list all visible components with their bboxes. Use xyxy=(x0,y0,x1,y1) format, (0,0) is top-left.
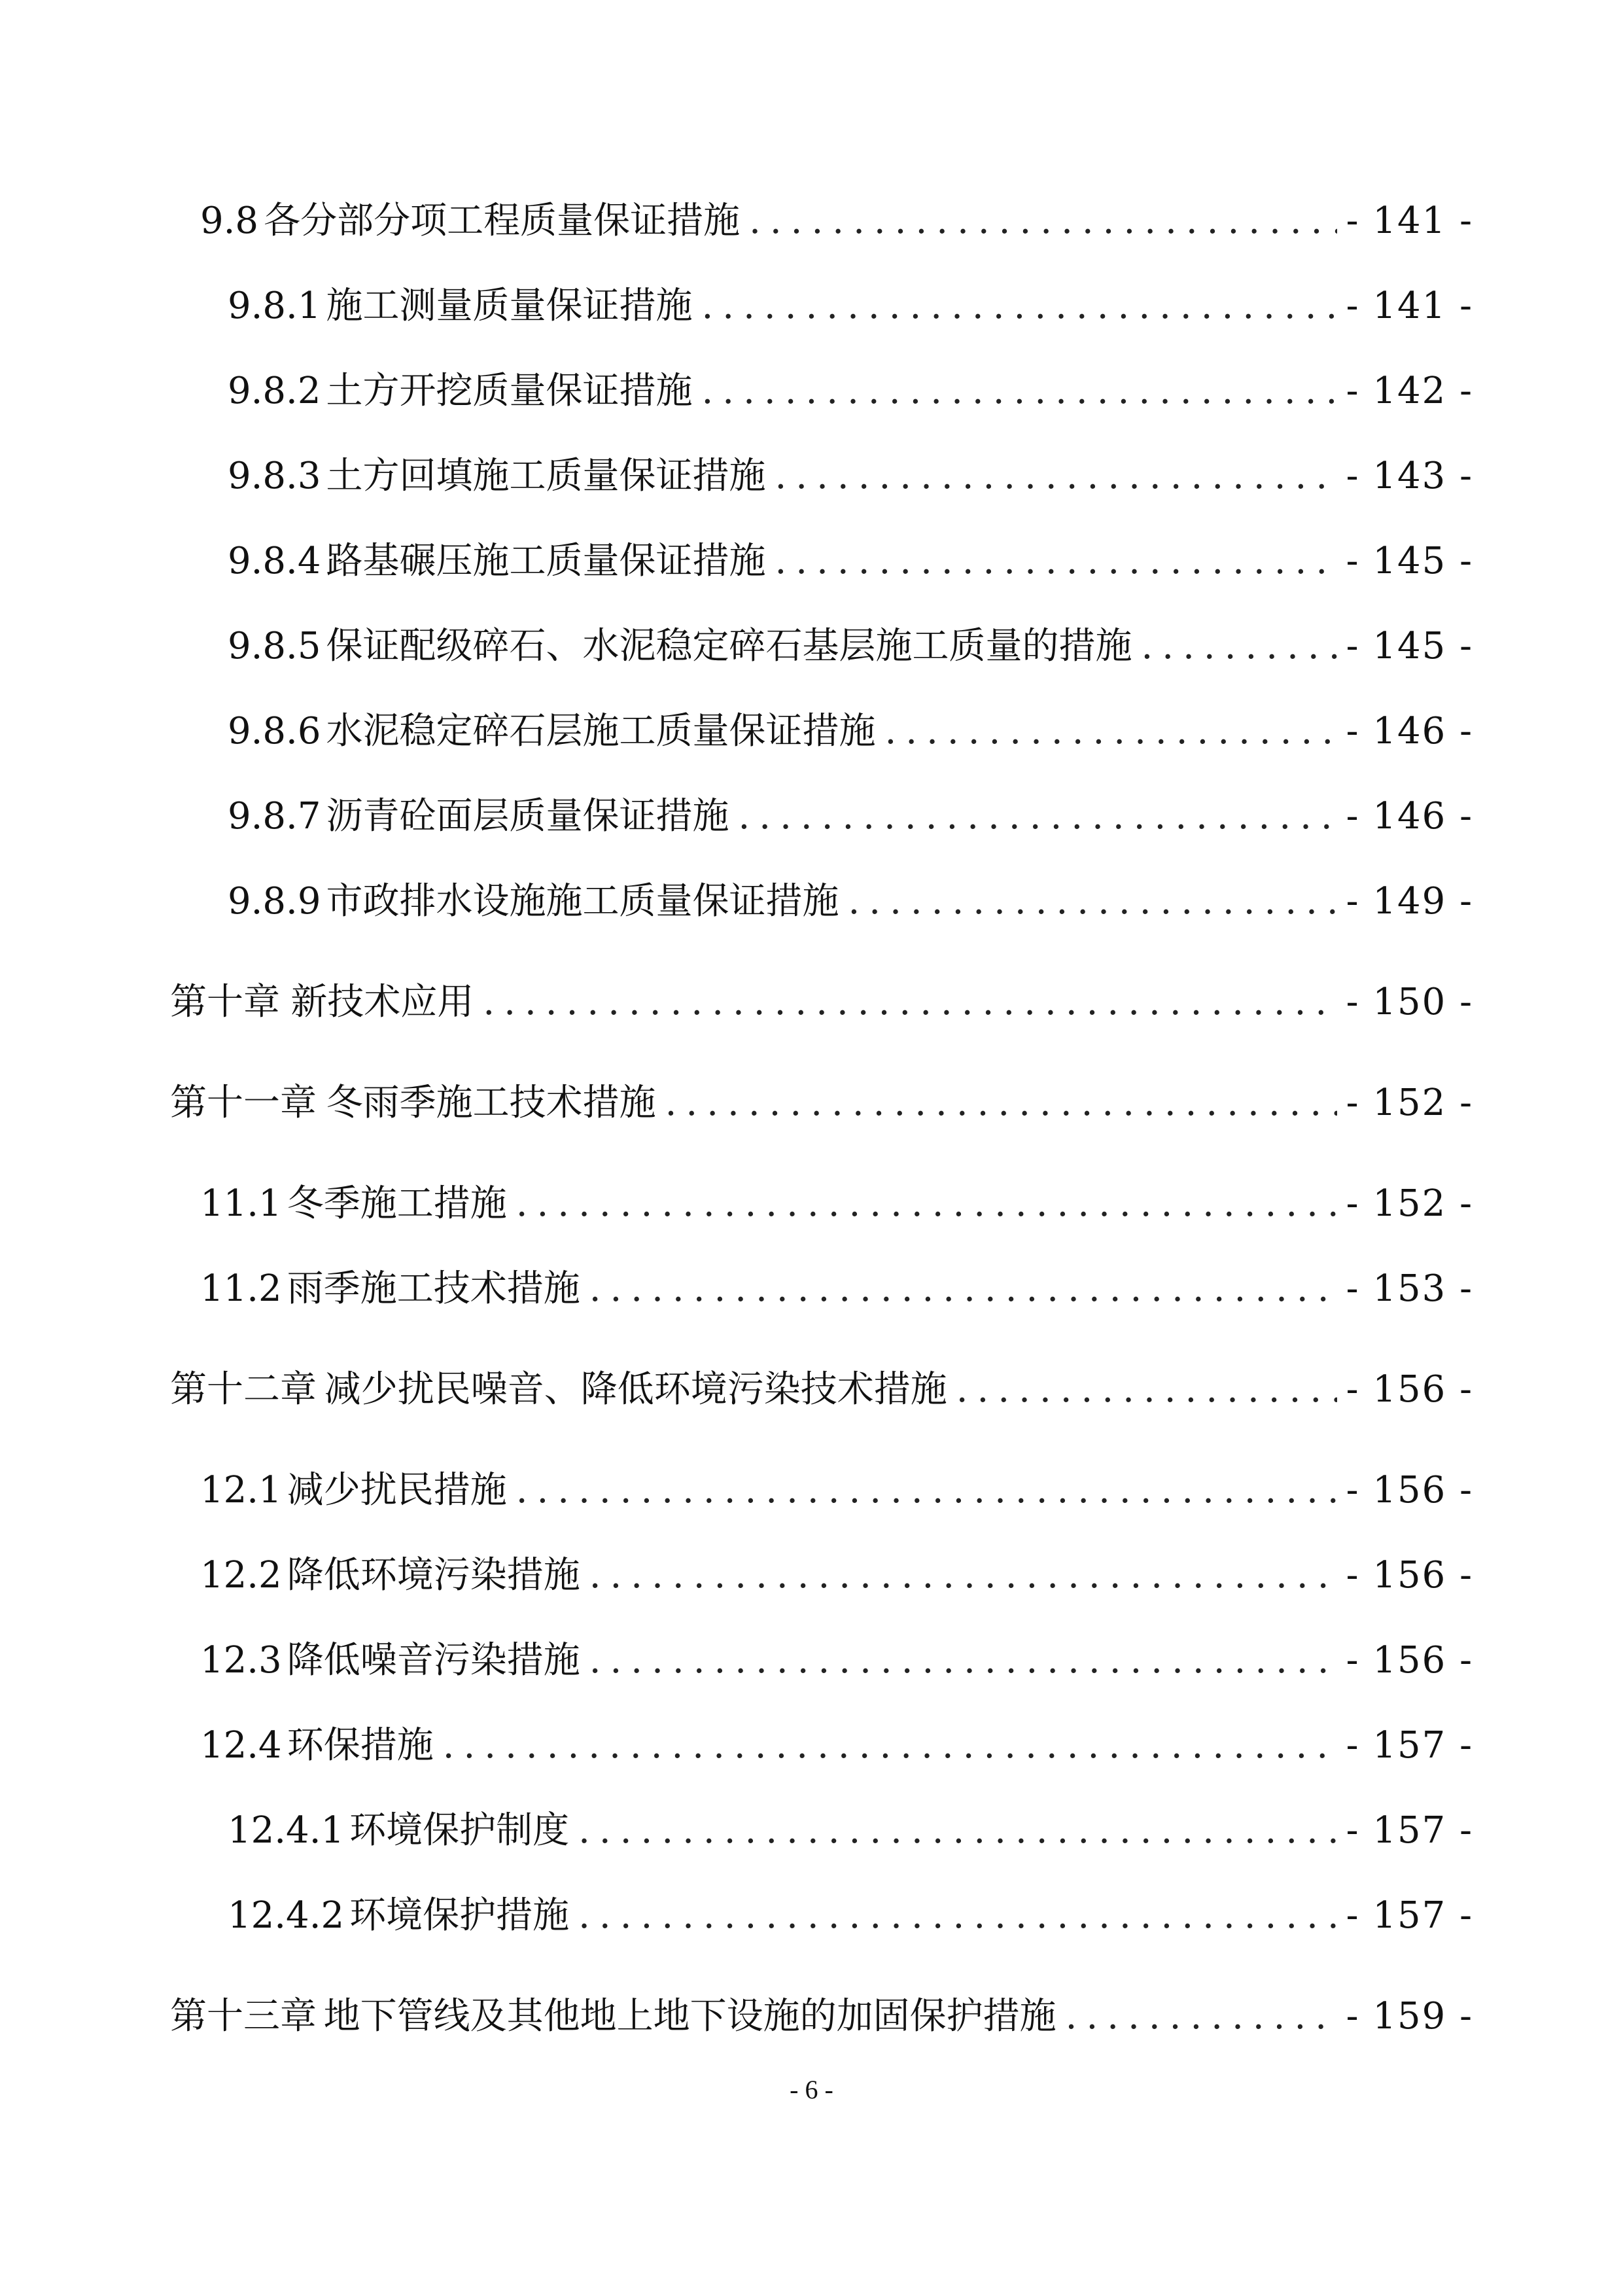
toc-entry-title: 各分部分项工程质量保证措施 xyxy=(264,200,741,242)
toc-entry-page: - 150 - xyxy=(1346,981,1473,1023)
toc-entry-number: 9.8.9 xyxy=(228,880,321,923)
toc-entry-title: 降低噪音污染措施 xyxy=(287,1639,580,1682)
toc-entry-number: 12.4.1 xyxy=(228,1809,345,1852)
page-footer-number: - 6 - xyxy=(790,2075,833,2104)
toc-entry-number: 12.2 xyxy=(200,1554,282,1597)
toc-entry-title: 减少扰民措施 xyxy=(287,1469,507,1511)
toc-entry-12-4-1[interactable] xyxy=(170,1806,1473,1856)
toc-entry-9-8-2[interactable] xyxy=(170,366,1473,416)
toc-entry-chapter-10[interactable] xyxy=(170,978,1473,1027)
toc-entry-number: 9.8.2 xyxy=(228,370,321,412)
toc-entry-chapter-11[interactable] xyxy=(170,1078,1473,1128)
toc-entry-chapter-13[interactable] xyxy=(170,1992,1473,2041)
dot-leader xyxy=(578,1806,1337,1856)
toc-entry-number: 12.1 xyxy=(200,1469,282,1511)
toc-entry-title: 市政排水设施施工质量保证措施 xyxy=(326,880,839,923)
toc-entry-page: - 141 - xyxy=(1346,200,1473,242)
toc-entry-12-3[interactable] xyxy=(170,1636,1473,1686)
toc-entry-title: 施工测量质量保证措施 xyxy=(326,285,693,327)
toc-entry-title: 冬雨季施工技术措施 xyxy=(326,1082,656,1124)
toc-entry-12-4-2[interactable] xyxy=(170,1891,1473,1941)
toc-entry-9-8-3[interactable] xyxy=(170,451,1473,501)
toc-entry-title: 冬季施工措施 xyxy=(287,1182,507,1225)
toc-entry-12-1[interactable] xyxy=(170,1466,1473,1515)
toc-entry-title: 路基碾压施工质量保证措施 xyxy=(326,540,766,582)
toc-entry-title: 雨季施工技术措施 xyxy=(287,1267,580,1310)
toc-entry-title: 土方开挖质量保证措施 xyxy=(326,370,693,412)
toc-entry-page: - 153 - xyxy=(1346,1267,1473,1310)
toc-entry-number: 9.8 xyxy=(200,200,259,242)
dot-leader xyxy=(775,537,1337,586)
toc-entry-page: - 152 - xyxy=(1346,1182,1473,1225)
dot-leader xyxy=(749,196,1337,246)
dot-leader xyxy=(702,366,1337,416)
toc-entry-number: 12.4.2 xyxy=(228,1894,345,1937)
toc-entry-number: 9.8.5 xyxy=(228,625,321,667)
toc-entry-page: - 156 - xyxy=(1346,1639,1473,1682)
toc-entry-page: - 157 - xyxy=(1346,1724,1473,1767)
toc-entry-title: 减少扰民噪音、降低环境污染技术措施 xyxy=(324,1368,947,1411)
toc-entry-title: 沥青砼面层质量保证措施 xyxy=(326,795,729,838)
toc-entry-number: 11.2 xyxy=(200,1267,282,1310)
toc-entry-9-8[interactable] xyxy=(170,196,1473,246)
toc-entry-page: - 157 - xyxy=(1346,1894,1473,1937)
toc-entry-number: 9.8.6 xyxy=(228,710,321,752)
toc-entry-title: 环境保护制度 xyxy=(349,1809,570,1852)
toc-entry-9-8-6[interactable] xyxy=(170,707,1473,756)
toc-entry-title: 保证配级碎石、水泥稳定碎石基层施工质量的措施 xyxy=(326,625,1132,667)
toc-entry-number: 9.8.7 xyxy=(228,795,321,838)
dot-leader xyxy=(578,1891,1337,1941)
dot-leader xyxy=(516,1466,1337,1515)
toc-entry-9-8-4[interactable] xyxy=(170,537,1473,586)
toc-entry-11-2[interactable] xyxy=(170,1264,1473,1314)
toc-entry-title: 降低环境污染措施 xyxy=(287,1554,580,1597)
dot-leader xyxy=(665,1078,1337,1128)
toc-entry-12-2[interactable] xyxy=(170,1551,1473,1600)
toc-entry-number: 第十一章 xyxy=(170,1082,317,1124)
dot-leader xyxy=(702,281,1337,331)
toc-entry-9-8-7[interactable] xyxy=(170,792,1473,841)
toc-entry-page: - 157 - xyxy=(1346,1809,1473,1852)
dot-leader xyxy=(483,978,1336,1027)
toc-entry-page: - 145 - xyxy=(1346,625,1473,667)
toc-entry-page: - 145 - xyxy=(1346,540,1473,582)
toc-entry-title: 环境保护措施 xyxy=(349,1894,570,1937)
toc-entry-9-8-1[interactable] xyxy=(170,281,1473,331)
toc-entry-11-1[interactable] xyxy=(170,1179,1473,1229)
toc-entry-chapter-12[interactable] xyxy=(170,1365,1473,1415)
toc-entry-page: - 159 - xyxy=(1346,1995,1473,2038)
toc-entry-number: 12.4 xyxy=(200,1724,282,1767)
toc-entry-number: 11.1 xyxy=(200,1182,282,1225)
toc-entry-page: - 156 - xyxy=(1346,1469,1473,1511)
dot-leader xyxy=(848,877,1337,927)
toc-entry-title: 水泥稳定碎石层施工质量保证措施 xyxy=(326,710,876,752)
toc-entry-number: 9.8.4 xyxy=(228,540,321,582)
toc-entry-page: - 143 - xyxy=(1346,455,1473,497)
toc-entry-number: 第十二章 xyxy=(170,1368,317,1411)
dot-leader xyxy=(589,1551,1337,1600)
dot-leader xyxy=(885,707,1337,756)
dot-leader xyxy=(589,1264,1337,1314)
toc-entry-page: - 156 - xyxy=(1346,1368,1473,1411)
toc-entry-page: - 149 - xyxy=(1346,880,1473,923)
toc-entry-number: 第十章 xyxy=(170,981,280,1023)
toc-entry-9-8-9[interactable] xyxy=(170,877,1473,927)
toc-entry-page: - 142 - xyxy=(1346,370,1473,412)
toc-entry-page: - 152 - xyxy=(1346,1082,1473,1124)
toc-entry-number: 9.8.3 xyxy=(228,455,321,497)
toc-entry-9-8-5[interactable] xyxy=(170,622,1473,671)
toc-entry-page: - 146 - xyxy=(1346,795,1473,838)
toc-entry-title: 土方回填施工质量保证措施 xyxy=(326,455,766,497)
table-of-contents xyxy=(170,196,1473,2041)
toc-entry-number: 第十三章 xyxy=(170,1995,317,2038)
toc-entry-title: 地下管线及其他地上地下设施的加固保护措施 xyxy=(323,1995,1056,2038)
dot-leader xyxy=(1142,622,1337,671)
toc-entry-title: 新技术应用 xyxy=(290,981,474,1023)
dot-leader xyxy=(443,1721,1337,1771)
toc-entry-12-4[interactable] xyxy=(170,1721,1473,1771)
toc-entry-title: 环保措施 xyxy=(287,1724,434,1767)
dot-leader xyxy=(739,792,1337,841)
dot-leader xyxy=(775,451,1337,501)
dot-leader xyxy=(589,1636,1337,1686)
dot-leader xyxy=(516,1179,1337,1229)
dot-leader xyxy=(1066,1992,1337,2041)
toc-entry-page: - 146 - xyxy=(1346,710,1473,752)
toc-entry-page: - 156 - xyxy=(1346,1554,1473,1597)
toc-entry-number: 12.3 xyxy=(200,1639,282,1682)
dot-leader xyxy=(956,1365,1337,1415)
toc-entry-page: - 141 - xyxy=(1346,285,1473,327)
toc-entry-number: 9.8.1 xyxy=(228,285,321,327)
